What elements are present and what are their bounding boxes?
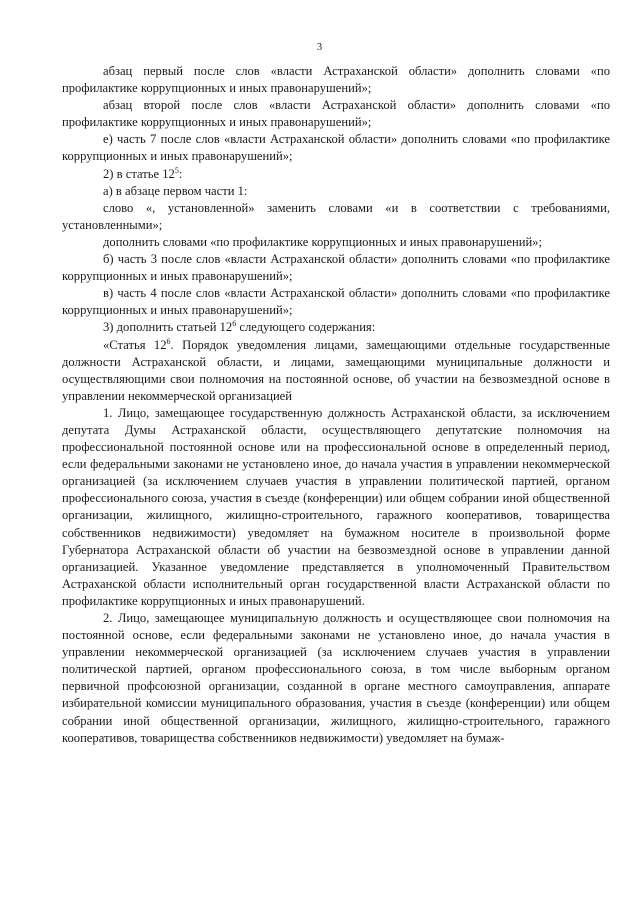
paragraph [62, 337, 610, 405]
paragraph [62, 285, 610, 319]
paragraph-text-after: : [178, 166, 183, 181]
paragraph-text: слово «, установленной» заменить словами «и в соответствии с требованиями, установленными»; [62, 200, 610, 232]
paragraph [62, 405, 610, 610]
paragraph-text: 2. Лицо, замещающее муниципальную должность и осуществляющее свои полномочия на постоянной основе, если федеральными законами не установлено иное, до начала участия в управлении некоммерческой организацией (за исключением случаев участия в управлении политической партией, органом профессионального союза, в том числе выборным органом первичной профсоюзной организации, созданной в органе местного самоуправления, аппарате избирательной комиссии муниципального образования, участия в съезде (конференции) или общем собрании иной общественной организации, жилищного, жилищно-строительного, гаражного кооперативов, товарищества собственников недвижимости) уведомляет на бумаж- [62, 611, 610, 745]
paragraph [62, 97, 610, 131]
paragraph-text: 3) дополнить статьей 12 [103, 320, 233, 335]
paragraph-text: абзац первый после слов «власти Астраханской области» дополнить словами «по профилактике коррупционных и иных правонарушений»; [62, 64, 610, 96]
paragraph [62, 234, 610, 251]
paragraph-text: дополнить словами «по профилактике коррупционных и иных правонарушений»; [103, 234, 542, 249]
superscript: 5 [174, 165, 179, 175]
paragraph-text: а) в абзаце первом части 1: [103, 183, 248, 198]
page-number: 3 [316, 41, 323, 53]
paragraph [62, 610, 610, 747]
paragraph [62, 166, 610, 183]
paragraph [62, 319, 610, 336]
paragraph-text: 2) в статье 12 [103, 166, 175, 181]
paragraph [62, 183, 610, 200]
paragraph-text: е) часть 7 после слов «власти Астраханской области» дополнить словами «по профилактике коррупционных и иных правонарушений»; [62, 132, 610, 164]
paragraph-text: абзац второй после слов «власти Астраханской области» дополнить словами «по профилактике коррупционных и иных правонарушений»; [62, 98, 610, 130]
paragraph-text: «Статья 12 [103, 337, 167, 352]
paragraph-text: б) часть 3 после слов «власти Астраханской области» дополнить словами «по профилактике коррупционных и иных правонарушений»; [62, 252, 610, 284]
paragraph [62, 251, 610, 285]
paragraph-text: 1. Лицо, замещающее государственную должность Астраханской области, за исключением депутата Думы Астраханской области, осуществляющего депутатские полномочия на профессиональной постоянной основе или на профессиональной основе в определенный период, если федеральными законами не установлено иное, до начала участия в управлении некоммерческой организацией (за исключением случаев участия в управлении политической партией, органом профессионального союза, участия в съезде (конференции) или общем собрании иной общественной организации, жилищного, жилищно-строительного, гаражного кооперативов, товарищества собственников недвижимости) уведомляет на бумажном носителе в произвольной форме Губернатора Астраханской области об участии на безвозмездной основе в управлении данной организацией. Указанное уведомление представляется в уполномоченный Правительством Астраханской области исполнительный орган государственной власти Астраханской области по профилактике коррупционных и иных правонарушений. [62, 405, 610, 608]
paragraph-text-after: следующего содержания: [236, 320, 376, 335]
superscript: 6 [166, 336, 171, 346]
paragraph [62, 131, 610, 165]
paragraph-text-after: . Порядок уведомления лицами, замещающими отдельные государственные должности Астраханской области, и лицами, замещающими муниципальные должности и осуществляющими свои полномочия на постоянной основе, об участии на безвозмездной основе в управлении некоммерческой организацией [62, 337, 611, 403]
superscript: 6 [232, 319, 237, 329]
paragraph [62, 200, 610, 234]
document-body [62, 63, 610, 747]
paragraph-text: в) часть 4 после слов «власти Астраханской области» дополнить словами «по профилактике коррупционных и иных правонарушений»; [62, 286, 610, 318]
paragraph [62, 63, 610, 97]
